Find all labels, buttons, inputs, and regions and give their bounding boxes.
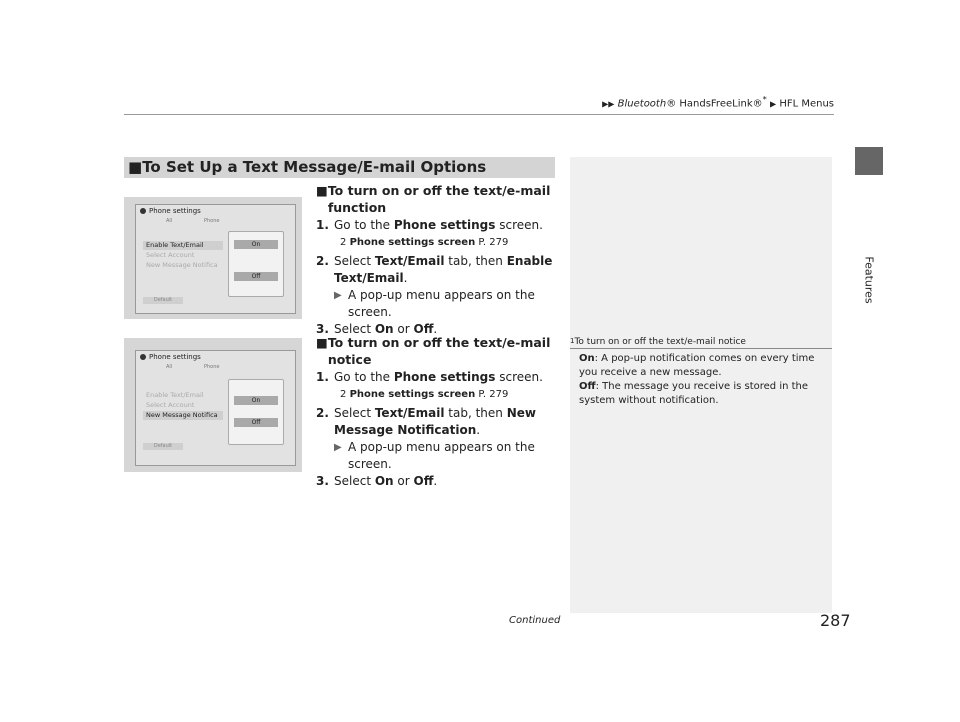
sub-heading-2 bbox=[316, 334, 560, 368]
section-title-text: To Set Up a Text Message/E-mail Options bbox=[142, 158, 487, 176]
screen-figure-2 bbox=[124, 338, 302, 472]
settings-icon bbox=[140, 208, 146, 214]
instructions-block-1 bbox=[316, 182, 556, 338]
text: . bbox=[476, 423, 481, 437]
note-off-label: Off bbox=[579, 381, 596, 392]
text: Go to the bbox=[334, 370, 394, 384]
step-2-result bbox=[316, 439, 560, 473]
breadcrumb bbox=[0, 94, 834, 109]
square-icon: ■ bbox=[316, 335, 328, 350]
step-num: 2. bbox=[316, 406, 329, 420]
screen-figure-1 bbox=[124, 197, 302, 319]
page-reference[interactable] bbox=[316, 236, 556, 250]
settings-icon bbox=[140, 354, 146, 360]
text: tab, then bbox=[444, 254, 507, 268]
text-bold: Phone settings bbox=[393, 218, 496, 232]
popup-menu bbox=[228, 231, 284, 297]
page-number: 287 bbox=[820, 611, 851, 630]
note-rule bbox=[570, 348, 832, 349]
text: Go to the bbox=[334, 218, 394, 232]
text: Select bbox=[334, 322, 375, 336]
page-reference[interactable] bbox=[316, 388, 560, 402]
text: or bbox=[393, 322, 414, 336]
note-heading-text: To turn on or off the text/e-mail notice bbox=[574, 337, 746, 347]
phone-settings-screen bbox=[135, 350, 296, 466]
popup-off: Off bbox=[234, 418, 278, 427]
text-bold: Phone settings bbox=[393, 370, 496, 384]
screen-row-notification: New Message Notifica bbox=[146, 261, 218, 269]
step-num: 3. bbox=[316, 474, 329, 488]
step-text bbox=[334, 369, 543, 386]
screen-title bbox=[140, 353, 201, 361]
step-text bbox=[334, 253, 556, 287]
step-2-result bbox=[316, 287, 556, 321]
text-bold: Off bbox=[413, 322, 434, 336]
section-title bbox=[128, 158, 486, 176]
reference-icon: 2 bbox=[340, 237, 347, 248]
step-2 bbox=[316, 405, 560, 439]
text: tab, then bbox=[444, 406, 507, 420]
screen-title-text: Phone settings bbox=[149, 207, 201, 215]
square-icon: ■ bbox=[316, 183, 328, 198]
text: Select bbox=[334, 474, 375, 488]
arrow-icon: ▶▶ bbox=[602, 99, 615, 109]
chapter-label bbox=[846, 230, 892, 330]
note-heading bbox=[570, 337, 746, 347]
square-icon: ■ bbox=[128, 158, 143, 176]
note-off bbox=[579, 380, 825, 408]
screen-tab-all: All bbox=[166, 218, 173, 224]
text: . bbox=[433, 322, 438, 336]
step-1 bbox=[316, 369, 560, 386]
note-marker-icon: 1 bbox=[570, 337, 575, 345]
text: or bbox=[393, 474, 414, 488]
note-body bbox=[579, 352, 825, 408]
screen-row-enable: Enable Text/Email bbox=[146, 391, 204, 399]
screen-row-account: Select Account bbox=[146, 401, 195, 409]
step-text bbox=[334, 405, 560, 439]
step-1 bbox=[316, 217, 556, 234]
screen-tab-phone: Phone bbox=[204, 364, 220, 370]
breadcrumb-asterisk: * bbox=[762, 94, 767, 104]
note-on-label: On bbox=[579, 353, 595, 364]
step-text bbox=[334, 473, 437, 490]
sub-heading-text: To turn on or off the text/e-mail function bbox=[327, 183, 551, 215]
text: Select bbox=[334, 406, 375, 420]
step-num: 1. bbox=[316, 370, 329, 384]
step-3 bbox=[316, 473, 560, 490]
note-on bbox=[579, 352, 825, 380]
screen-default-button: Default bbox=[143, 443, 183, 450]
text: Select bbox=[334, 254, 375, 268]
sub-heading-text: To turn on or off the text/e-mail notice bbox=[327, 335, 551, 367]
chapter-tab bbox=[855, 147, 883, 175]
arrow-icon: ▶ bbox=[769, 99, 777, 109]
screen-title bbox=[140, 207, 201, 215]
phone-settings-screen bbox=[135, 204, 296, 314]
screen-default-button: Default bbox=[143, 297, 183, 304]
reference-page: P. 279 bbox=[478, 389, 509, 400]
sub-heading-1 bbox=[316, 182, 556, 216]
result-text: A pop-up menu appears on the screen. bbox=[348, 288, 535, 319]
popup-on: On bbox=[234, 396, 278, 405]
breadcrumb-hfl: ® HandsFreeLink® bbox=[666, 98, 763, 110]
popup-on: On bbox=[234, 240, 278, 249]
screen-title-text: Phone settings bbox=[149, 353, 201, 361]
reference-page: P. 279 bbox=[478, 237, 509, 248]
screen-row-account: Select Account bbox=[146, 251, 195, 259]
note-on-text: : A pop-up notification comes on every time you receive a new message. bbox=[579, 353, 815, 378]
step-2 bbox=[316, 253, 556, 287]
popup-off: Off bbox=[234, 272, 278, 281]
screen-row-enable: Enable Text/Email bbox=[143, 241, 223, 250]
text-bold: Text/Email bbox=[374, 406, 445, 420]
popup-menu bbox=[228, 379, 284, 445]
text-bold: Enable Text/Email bbox=[334, 254, 553, 285]
continued-label: Continued bbox=[509, 615, 561, 626]
reference-icon: 2 bbox=[340, 389, 347, 400]
text-bold: Off bbox=[413, 474, 434, 488]
text-bold: Text/Email bbox=[374, 254, 445, 268]
reference-label: Phone settings screen bbox=[349, 389, 476, 400]
screen-tab-all: All bbox=[166, 364, 173, 370]
text-bold: New Message Notification bbox=[334, 406, 536, 437]
step-num: 1. bbox=[316, 218, 329, 232]
instructions-block-2 bbox=[316, 334, 560, 490]
step-text bbox=[334, 217, 543, 234]
note-off-text: : The message you receive is stored in the system without notification. bbox=[579, 381, 809, 406]
reference-label: Phone settings screen bbox=[349, 237, 476, 248]
result-text: A pop-up menu appears on the screen. bbox=[348, 440, 535, 471]
chapter-label-text: Features bbox=[862, 256, 876, 304]
header-rule bbox=[124, 114, 834, 115]
step-num: 2. bbox=[316, 254, 329, 268]
text: . bbox=[403, 271, 408, 285]
screen-row-notification: New Message Notifica bbox=[143, 411, 223, 420]
result-arrow-icon: ▶ bbox=[334, 290, 342, 301]
breadcrumb-bluetooth: Bluetooth bbox=[617, 98, 667, 110]
text: screen. bbox=[495, 370, 543, 384]
text-bold: On bbox=[374, 322, 394, 336]
step-num: 3. bbox=[316, 322, 329, 336]
screen-tab-phone: Phone bbox=[204, 218, 220, 224]
text: screen. bbox=[495, 218, 543, 232]
text: . bbox=[433, 474, 438, 488]
text-bold: On bbox=[374, 474, 394, 488]
breadcrumb-hfl-menus: HFL Menus bbox=[779, 98, 834, 110]
result-arrow-icon: ▶ bbox=[334, 442, 342, 453]
